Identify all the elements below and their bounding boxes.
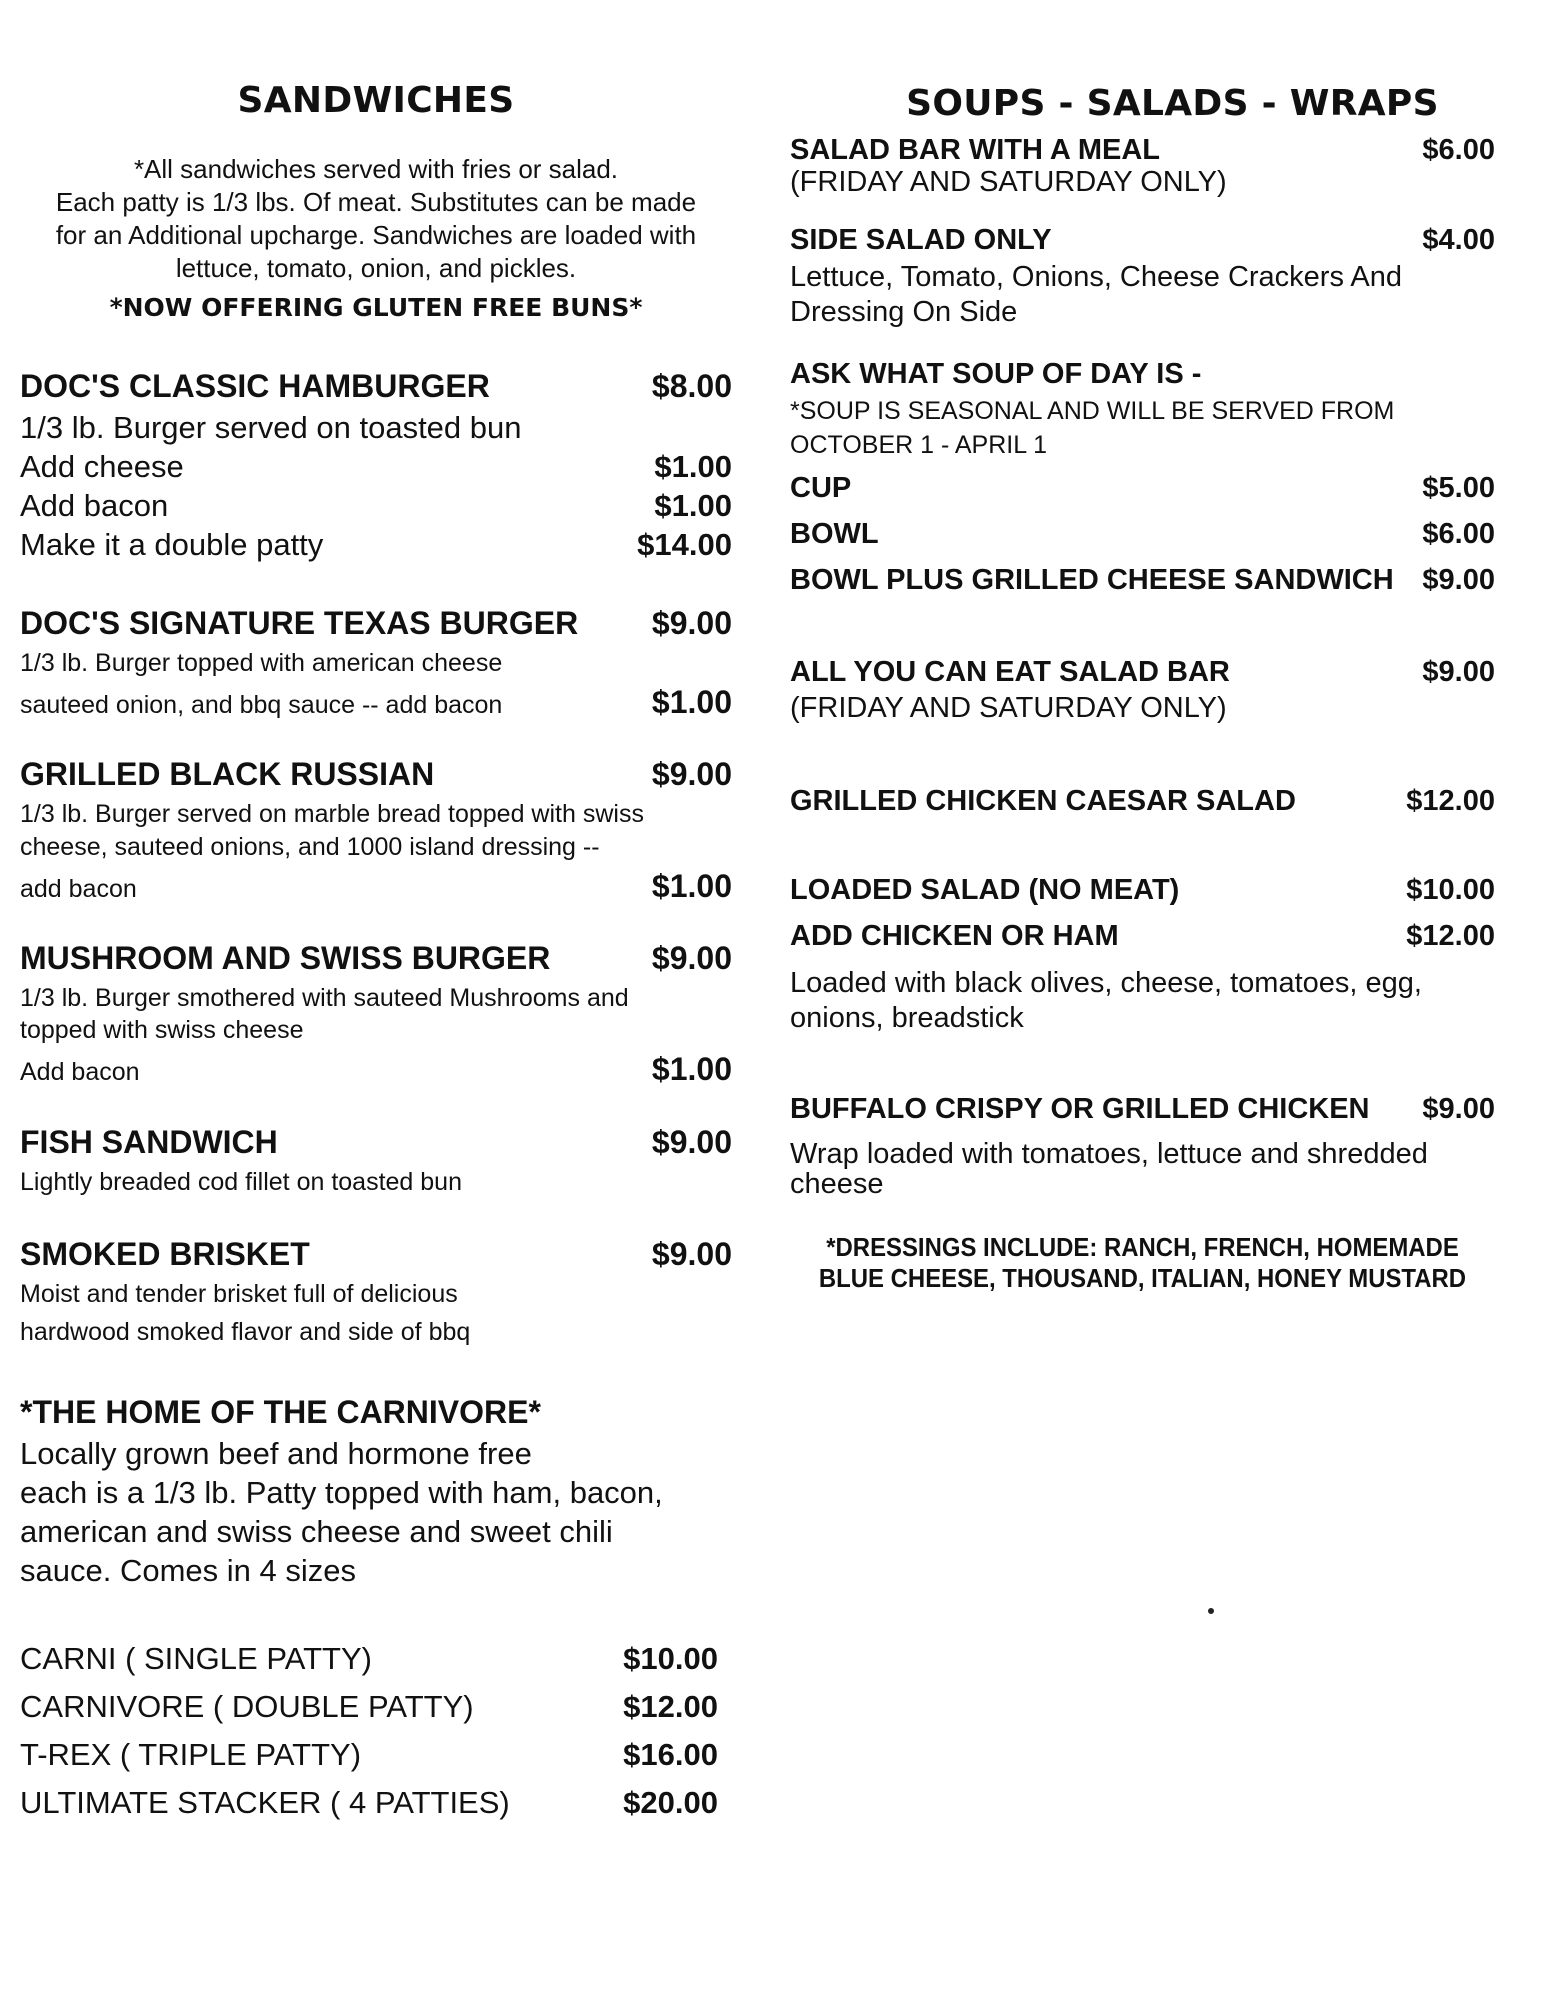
item-description: sauteed onion, and bbq sauce -- add bacon — [20, 691, 503, 719]
soup-option-row — [790, 472, 1495, 505]
item-description: hardwood smoked flavor and side of bbq — [20, 1318, 471, 1346]
item-name: SMOKED BRISKET — [20, 1236, 310, 1272]
menu-item-loaded-salad — [790, 874, 1495, 907]
carnivore-description: sauce. Comes in 4 sizes — [20, 1553, 356, 1588]
intro-line: Each patty is 1/3 lbs. Of meat. Substitutes can be made — [55, 187, 697, 217]
item-price: $9.00 — [651, 940, 732, 976]
soup-note: OCTOBER 1 - APRIL 1 — [790, 431, 1048, 459]
item-name: DOC'S SIGNATURE TEXAS BURGER — [20, 605, 579, 641]
sandwiches-intro — [20, 153, 732, 285]
item-description: Lettuce, Tomato, Onions, Cheese Crackers And — [790, 261, 1403, 293]
carnivore-size-row — [20, 1689, 718, 1725]
gluten-free-notice: *NOW OFFERING GLUTEN FREE BUNS* — [109, 293, 643, 322]
addon-price: $1.00 — [651, 684, 732, 720]
intro-line: *All sandwiches served with fries or salad. — [133, 154, 619, 184]
item-name: DOC'S CLASSIC HAMBURGER — [20, 368, 490, 404]
item-price: $6.00 — [1422, 134, 1495, 166]
item-description: onions, breadstick — [790, 1002, 1024, 1034]
item-name: LOADED SALAD (NO MEAT) — [790, 874, 1180, 906]
item-description: Dressing On Side — [790, 296, 1018, 328]
item-description: 1/3 lb. Burger smothered with sauteed Mushrooms and — [20, 984, 629, 1012]
item-description: Wrap loaded with tomatoes, lettuce and shredded — [790, 1138, 1428, 1170]
option-price: $9.00 — [1422, 564, 1495, 596]
soups-title: SOUPS - SALADS - WRAPS — [906, 83, 1439, 124]
addon-price: $1.00 — [651, 1051, 732, 1087]
addon-label: Add bacon — [20, 1058, 140, 1086]
menu-item-caesar-salad — [790, 785, 1495, 818]
option-price: $5.00 — [1422, 472, 1495, 504]
sandwiches-title: SANDWICHES — [237, 80, 515, 121]
addon-row — [20, 527, 732, 563]
menu-item-classic-hamburger — [20, 368, 732, 405]
item-note: (FRIDAY AND SATURDAY ONLY) — [790, 692, 1227, 724]
carnivore-size-row — [20, 1641, 718, 1677]
addon-label: Add cheese — [20, 449, 184, 484]
carnivore-title: *THE HOME OF THE CARNIVORE* — [20, 1394, 541, 1430]
item-description: Moist and tender brisket full of delicious — [20, 1280, 458, 1308]
carnivore-description: american and swiss cheese and sweet chili — [20, 1514, 613, 1549]
option-label: BOWL — [790, 518, 879, 550]
intro-line: lettuce, tomato, onion, and pickles. — [175, 253, 577, 283]
size-price: $16.00 — [623, 1737, 718, 1772]
item-name: GRILLED CHICKEN CAESAR SALAD — [790, 785, 1296, 817]
item-price: $10.00 — [1406, 874, 1495, 906]
item-note: (FRIDAY AND SATURDAY ONLY) — [790, 166, 1227, 198]
dressings-line: *DRESSINGS INCLUDE: RANCH, FRENCH, HOMEMADE — [826, 1232, 1459, 1262]
size-label: CARNIVORE ( DOUBLE PATTY) — [20, 1689, 474, 1724]
item-price: $9.00 — [651, 756, 732, 792]
addon-price: $1.00 — [654, 488, 732, 523]
item-price: $4.00 — [1422, 224, 1495, 256]
item-description: cheese, sauteed onions, and 1000 island dressing -- — [20, 833, 600, 861]
item-description: topped with swiss cheese — [20, 1016, 304, 1044]
option-label: CUP — [790, 472, 852, 504]
soup-option-row — [790, 518, 1495, 551]
item-name: SIDE SALAD ONLY — [790, 224, 1052, 256]
addon-row — [20, 1051, 732, 1088]
addon-label: ADD CHICKEN OR HAM — [790, 920, 1119, 952]
addon-price: $1.00 — [654, 449, 732, 484]
menu-item-side-salad — [790, 224, 1495, 257]
item-name: SALAD BAR WITH A MEAL — [790, 134, 1160, 166]
item-description: 1/3 lb. Burger served on toasted bun — [20, 410, 522, 445]
menu-item-buffalo-chicken — [790, 1093, 1495, 1126]
addon-label: Make it a double patty — [20, 527, 324, 562]
addon-row — [20, 488, 732, 524]
size-price: $10.00 — [623, 1641, 718, 1676]
menu-item-fish-sandwich — [20, 1124, 732, 1161]
carnivore-size-row — [20, 1785, 718, 1821]
size-label: ULTIMATE STACKER ( 4 PATTIES) — [20, 1785, 510, 1820]
option-label: BOWL PLUS GRILLED CHEESE SANDWICH — [790, 564, 1394, 596]
item-name: ALL YOU CAN EAT SALAD BAR — [790, 656, 1230, 688]
option-price: $6.00 — [1422, 518, 1495, 550]
item-description: Loaded with black olives, cheese, tomatoes, egg, — [790, 967, 1422, 999]
menu-item-black-russian — [20, 756, 732, 793]
size-label: T-REX ( TRIPLE PATTY) — [20, 1737, 362, 1772]
addon-label: add bacon — [20, 875, 137, 903]
item-name: MUSHROOM AND SWISS BURGER — [20, 940, 551, 976]
item-description: Lightly breaded cod fillet on toasted bun — [20, 1168, 462, 1196]
dressings-note — [818, 1232, 1467, 1294]
soup-of-day-title: ASK WHAT SOUP OF DAY IS - — [790, 358, 1202, 390]
item-price: $9.00 — [651, 1124, 732, 1160]
carnivore-description: each is a 1/3 lb. Patty topped with ham, bacon, — [20, 1475, 663, 1510]
item-description: cheese — [790, 1168, 884, 1200]
addon-price: $1.00 — [651, 868, 732, 904]
menu-item-texas-burger — [20, 605, 732, 642]
menu-item-mushroom-swiss — [20, 940, 732, 977]
item-description: 1/3 lb. Burger topped with american cheese — [20, 649, 503, 677]
size-label: CARNI ( SINGLE PATTY) — [20, 1641, 372, 1676]
item-price: $12.00 — [1406, 785, 1495, 817]
menu-item-smoked-brisket — [20, 1236, 732, 1273]
dressings-line: BLUE CHEESE, THOUSAND, ITALIAN, HONEY MUSTARD — [818, 1263, 1467, 1293]
menu-item-all-you-can-eat — [790, 656, 1495, 689]
stray-dot — [1208, 1608, 1214, 1614]
item-price: $9.00 — [651, 605, 732, 641]
item-description: 1/3 lb. Burger served on marble bread topped with swiss — [20, 800, 644, 828]
item-price: $9.00 — [1422, 1093, 1495, 1125]
addon-row — [20, 449, 732, 485]
carnivore-description: Locally grown beef and hormone free — [20, 1436, 532, 1471]
addon-row — [20, 868, 732, 905]
item-name: BUFFALO CRISPY OR GRILLED CHICKEN — [790, 1093, 1370, 1125]
item-name: GRILLED BLACK RUSSIAN — [20, 756, 435, 792]
item-price: $9.00 — [1422, 656, 1495, 688]
carnivore-size-row — [20, 1737, 718, 1773]
menu-item-salad-bar-meal — [790, 134, 1495, 167]
addon-row — [790, 920, 1495, 953]
addon-price: $14.00 — [637, 527, 732, 562]
addon-row — [20, 684, 732, 721]
item-name: FISH SANDWICH — [20, 1124, 278, 1160]
item-price: $8.00 — [651, 368, 732, 404]
addon-label: Add bacon — [20, 488, 169, 523]
soup-option-row — [790, 564, 1495, 597]
size-price: $20.00 — [623, 1785, 718, 1820]
item-price: $9.00 — [651, 1236, 732, 1272]
soup-note: *SOUP IS SEASONAL AND WILL BE SERVED FROM — [790, 397, 1395, 425]
addon-price: $12.00 — [1406, 920, 1495, 952]
size-price: $12.00 — [623, 1689, 718, 1724]
intro-line: for an Additional upcharge. Sandwiches are loaded with — [55, 220, 697, 250]
